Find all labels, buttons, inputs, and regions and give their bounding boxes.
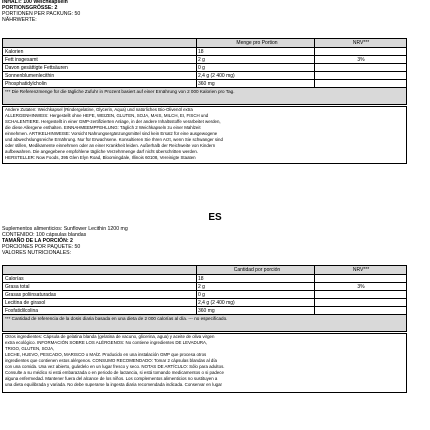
portions-per-pack: PORTIONEN PER PACKUNG: 50 [2,11,81,17]
portion-size: PORTIONSGRÖSSE: 2 [2,5,58,11]
nutrition-table [2,38,407,105]
spanish-info-block [2,333,407,393]
table-row [3,63,406,71]
header-amount: Cantidad por porción [233,267,281,273]
row-amount: 360 mg [198,81,215,87]
row-label: Sonnenblumenlecithin [5,73,55,79]
product-name: Suplementos alimenticios: Sunflower Lecithin 1200 mg [2,226,128,232]
table-row [3,79,406,87]
language-heading-es: ES [208,212,222,223]
row-amount: 2 g [198,57,205,63]
header-nrv: NRV*** [352,40,370,46]
info-line: oder stillen, Medikamente einnehmen oder an einer Krankheit leiden. Außerhalb der Reichweite von Kindern [5,143,216,148]
table-row [3,282,406,290]
table-footnote: *** Cantidad de referencia de la dosis diaria basada en una dieta de 2 000 calorías al día. --- no especificado. [5,316,228,321]
table-row [3,290,406,298]
row-label: Calorías [5,276,24,282]
info-line: einnehmen. ARTIKELHINWEISE: Vorsicht Nahrungsergänzungsmittel sind kein Ersatz für eine ausgewogene [5,131,218,136]
table-row [3,298,406,306]
row-amount: 2,4 g (2 400 mg) [198,73,235,79]
table-row [3,55,406,63]
table-footnote-row [3,314,406,331]
row-nrv: 3% [357,57,365,63]
header-amount: Menge pro Portion [236,40,278,46]
row-amount: 2 g [198,284,205,290]
info-line: una dieta equilibrada y variada. No debe superarse la ingesta diaria recomendada indicada. Conservar en lugar [5,382,222,387]
table-footnote-row [3,87,406,104]
info-line: TRIGO, GLUTEN, SOJA, [5,346,55,351]
info-line: LECHE, HUEVO, PESCADO, MARISCO o MAÍZ. Producido en una instalación GMP que procesa otros [5,352,207,357]
nutrition-values-heading: NÄHRWERTE: [2,17,37,23]
info-line: und abwechslungsreiche Ernährung. Nur für Erwachsene. Konsultieren Sie Ihren Arzt, wenn Sie schwanger sind [5,137,223,142]
info-line: ALLERGENHINWEIS: Hergestellt ohne HEFE, WEIZEN, GLUTEN, SOJA, MAIS, MILCH, EI, FISCH und [5,113,209,118]
row-label: Fett insgesamt [5,57,38,63]
info-line: ingredientes que contienen estos alérgenos. CONSUMO RECOMENDADO: Tomar 2 cápsulas blandas al día [5,358,217,363]
row-amount: 0 g [198,292,205,298]
row-label: Kalorien [5,49,24,55]
nutrition-values-heading-es: VALORES NUTRICIONALES: [2,250,72,256]
info-line: con una comida. Una vez abierto, guárdelo en un lugar fresco y seco. NOTAS DE ARTÍCULO: Sólo para adultos. [5,364,225,369]
row-amount: 360 mg [198,308,215,314]
row-label: Davon gesättigte Fettsäuren [5,65,68,71]
info-line: Consulte a su médico si está embarazada o en periodo de lactancia, si está tomando medicamentos o si padece [5,370,224,375]
row-label: Phosphatidylcholin [5,81,47,87]
row-amount: 2,4 g (2 400 mg) [198,300,235,306]
table-footnote: *** Die Referenzmenge für die tägliche Zufuhr in Prozent basiert auf einer Ernährung von 2 000 Kalorien pro Tag. [5,89,235,94]
row-label: Lecitina de girasol [5,300,46,306]
table-row [3,306,406,314]
info-line: Otros ingredientes: Cápsula de gelatina blanda (gelatina de vacuno, glicerina, agua) y aceite de oliva virgen [5,334,215,339]
row-label: Grasa total [5,284,30,290]
row-amount: 18 [198,276,204,282]
info-line: extra ecológico. INFORMACIÓN SOBRE LOS ALÉRGENOS: No contiene ingredientes DE LEVADURA, [5,340,208,345]
info-line: SCHALENTIERE. Hergestellt in einer GMP-zertifizierten Anlage, in der andere Inhaltsstoffe verarbeitet werden, [5,119,221,124]
row-amount: 18 [198,49,204,55]
table-row [3,47,406,55]
german-info-block [2,106,407,164]
info-line: aufbewahren. Die angegebene empfohlene tägliche Verzehrmenge darf nicht überschritten werden. [5,149,199,154]
header-nrv: NRV*** [352,267,370,273]
row-amount: 0 g [198,65,205,71]
table-row [3,71,406,79]
portions-per-pack-es: PORCIONES POR PAQUETE: 50 [2,244,81,250]
row-nrv: 3% [357,284,365,290]
nutrition-table-es [2,265,407,332]
table-row [3,274,406,282]
content-line: INHALT: 100 Weichkapseln [2,0,68,5]
info-line: HERSTELLER: Now Foods, 395 Glen Elyn Road, Bloomingdale, Illinois 60108, Vereinigte Staaten [5,155,196,160]
info-line: die diese Allergene enthalten. EINNAHMEEMPFEHLUNG: Täglich 2 Weichkapseln zu einer Mahlzeit [5,125,201,130]
info-line: alguna enfermedad. Mantener fuera del alcance de los niños. Los complementos alimenticios no sustituyen a [5,376,218,381]
info-line: Andere Zutaten: Weichkapsel (Rindergelatine, Glycerin, Aqua) und natürliches Bio-Olivenöl extra [5,107,193,112]
portion-size-es: TAMAÑO DE LA PORCIÓN: 2 [2,238,73,244]
content-line-es: CONTENIDO: 100 cápsulas blandas [2,232,87,238]
row-label: Grasas poliinsaturadas [5,292,57,298]
row-label: Fosfatidilcolina [5,308,39,314]
